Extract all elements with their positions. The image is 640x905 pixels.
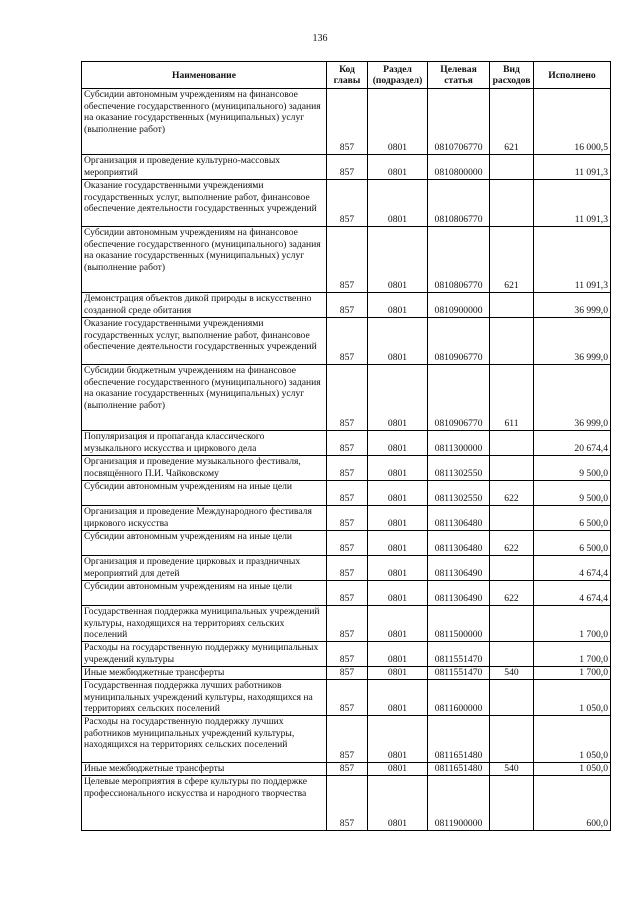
table-row <box>82 456 611 481</box>
row-chapter-code: 857 <box>327 506 368 531</box>
row-chapter-code: 857 <box>327 556 368 581</box>
row-name: Субсидии автономным учреждениям на иные цели <box>82 581 327 606</box>
row-section: 0801 <box>368 456 428 481</box>
page-number: 136 <box>312 33 328 44</box>
row-section: 0801 <box>368 642 428 667</box>
header-name: Наименование <box>82 62 327 89</box>
row-section: 0801 <box>368 293 428 318</box>
header-chapter-code: Код главы <box>327 62 368 89</box>
row-executed: 1 050,0 <box>534 716 611 763</box>
table-row <box>82 89 611 155</box>
row-chapter-code: 857 <box>327 716 368 763</box>
row-chapter-code: 857 <box>327 680 368 716</box>
row-target-article: 0811306480 <box>428 531 490 556</box>
row-chapter-code: 857 <box>327 581 368 606</box>
row-chapter-code: 857 <box>327 155 368 180</box>
table-row <box>82 716 611 763</box>
row-name: Организация и проведение цирковых и праздничных мероприятий для детей <box>82 556 327 581</box>
row-target-article: 0810906770 <box>428 318 490 365</box>
row-section: 0801 <box>368 365 428 431</box>
row-target-article: 0810800000 <box>428 155 490 180</box>
table-row <box>82 180 611 227</box>
row-chapter-code: 857 <box>327 776 368 831</box>
header-target-article: Целевая статья <box>428 62 490 89</box>
row-section: 0801 <box>368 680 428 716</box>
row-target-article: 0810806770 <box>428 180 490 227</box>
row-executed: 36 999,0 <box>534 365 611 431</box>
table-row <box>82 606 611 642</box>
row-section: 0801 <box>368 606 428 642</box>
row-executed: 6 500,0 <box>534 506 611 531</box>
row-target-article: 0810900000 <box>428 293 490 318</box>
row-name: Организация и проведение музыкального фестиваля, посвящённого П.И. Чайковскому <box>82 456 327 481</box>
row-name: Иные межбюджетные трансферты <box>82 763 327 776</box>
row-target-article: 0811306490 <box>428 581 490 606</box>
row-section: 0801 <box>368 581 428 606</box>
table-row <box>82 581 611 606</box>
row-expense-type <box>490 318 534 365</box>
table-row <box>82 680 611 716</box>
table-row <box>82 227 611 293</box>
row-target-article: 0811651480 <box>428 763 490 776</box>
row-name: Государственная поддержка лучших работников муниципальных учреждений культуры, находящихся на территориях сельских поселений <box>82 680 327 716</box>
row-name: Субсидии автономным учреждениям на финансовое обеспечение государственного (муниципального) задания на оказание государственных (муниципальных) услуг (выполнение работ) <box>82 89 327 155</box>
table-row <box>82 293 611 318</box>
row-expense-type <box>490 155 534 180</box>
table-row <box>82 318 611 365</box>
row-name: Организация и проведение культурно-массовых мероприятий <box>82 155 327 180</box>
row-section: 0801 <box>368 556 428 581</box>
table-body <box>82 89 611 831</box>
row-chapter-code: 857 <box>327 481 368 506</box>
row-section: 0801 <box>368 318 428 365</box>
row-expense-type: 622 <box>490 531 534 556</box>
row-chapter-code: 857 <box>327 180 368 227</box>
row-expense-type: 540 <box>490 667 534 680</box>
row-name: Популяризация и пропаганда классического музыкального искусства и циркового дела <box>82 431 327 456</box>
row-expense-type: 540 <box>490 763 534 776</box>
row-section: 0801 <box>368 227 428 293</box>
row-chapter-code: 857 <box>327 318 368 365</box>
row-executed: 1 700,0 <box>534 667 611 680</box>
row-section: 0801 <box>368 776 428 831</box>
row-executed: 36 999,0 <box>534 293 611 318</box>
budget-table <box>81 61 611 831</box>
row-target-article: 0811302550 <box>428 456 490 481</box>
row-chapter-code: 857 <box>327 667 368 680</box>
row-name: Субсидии бюджетным учреждениям на финансовое обеспечение государственного (муниципального) задания на оказание государственных (муниципальных) услуг (выполнение работ) <box>82 365 327 431</box>
row-expense-type <box>490 642 534 667</box>
row-executed: 6 500,0 <box>534 531 611 556</box>
row-expense-type: 621 <box>490 89 534 155</box>
row-chapter-code: 857 <box>327 763 368 776</box>
table-row <box>82 506 611 531</box>
row-name: Расходы на государственную поддержку муниципальных учреждений культуры <box>82 642 327 667</box>
row-section: 0801 <box>368 431 428 456</box>
row-target-article: 0811302550 <box>428 481 490 506</box>
row-section: 0801 <box>368 89 428 155</box>
row-target-article: 0811500000 <box>428 606 490 642</box>
row-expense-type: 621 <box>490 227 534 293</box>
row-section: 0801 <box>368 180 428 227</box>
row-expense-type <box>490 556 534 581</box>
row-executed: 36 999,0 <box>534 318 611 365</box>
row-chapter-code: 857 <box>327 365 368 431</box>
row-name: Организация и проведение Международного фестиваля циркового искусства <box>82 506 327 531</box>
row-section: 0801 <box>368 531 428 556</box>
row-chapter-code: 857 <box>327 293 368 318</box>
row-expense-type: 611 <box>490 365 534 431</box>
row-expense-type <box>490 456 534 481</box>
row-target-article: 0811900000 <box>428 776 490 831</box>
row-executed: 4 674,4 <box>534 556 611 581</box>
table-row <box>82 763 611 776</box>
row-target-article: 0810906770 <box>428 365 490 431</box>
row-section: 0801 <box>368 763 428 776</box>
row-executed: 11 091,3 <box>534 155 611 180</box>
row-chapter-code: 857 <box>327 642 368 667</box>
row-section: 0801 <box>368 716 428 763</box>
row-name: Государственная поддержка муниципальных учреждений культуры, находящихся на территориях сельских поселений <box>82 606 327 642</box>
row-name: Иные межбюджетные трансферты <box>82 667 327 680</box>
row-executed: 4 674,4 <box>534 581 611 606</box>
table-row <box>82 776 611 831</box>
row-name: Оказание государственными учреждениями государственных услуг, выполнение работ, финансовое обеспечение деятельности государственных учреждений <box>82 180 327 227</box>
row-section: 0801 <box>368 667 428 680</box>
row-target-article: 0811300000 <box>428 431 490 456</box>
row-expense-type: 622 <box>490 481 534 506</box>
row-executed: 600,0 <box>534 776 611 831</box>
row-chapter-code: 857 <box>327 456 368 481</box>
row-chapter-code: 857 <box>327 89 368 155</box>
header-executed: Исполнено <box>534 62 611 89</box>
row-executed: 11 091,3 <box>534 180 611 227</box>
table-row <box>82 556 611 581</box>
row-chapter-code: 857 <box>327 227 368 293</box>
row-name: Субсидии автономным учреждениям на финансовое обеспечение государственного (муниципального) задания на оказание государственных (муниципальных) услуг (выполнение работ) <box>82 227 327 293</box>
row-name: Демонстрация объектов дикой природы в искусственно созданной среде обитания <box>82 293 327 318</box>
row-executed: 1 700,0 <box>534 606 611 642</box>
table-header-row <box>82 62 611 89</box>
row-expense-type <box>490 776 534 831</box>
row-executed: 16 000,5 <box>534 89 611 155</box>
row-executed: 20 674,4 <box>534 431 611 456</box>
row-section: 0801 <box>368 506 428 531</box>
row-expense-type <box>490 506 534 531</box>
table-row <box>82 667 611 680</box>
row-expense-type <box>490 680 534 716</box>
row-chapter-code: 857 <box>327 531 368 556</box>
row-name: Субсидии автономным учреждениям на иные цели <box>82 481 327 506</box>
row-chapter-code: 857 <box>327 431 368 456</box>
header-expense-type: Вид расходов <box>490 62 534 89</box>
row-executed: 1 050,0 <box>534 763 611 776</box>
row-executed: 1 050,0 <box>534 680 611 716</box>
table-row <box>82 155 611 180</box>
row-target-article: 0811600000 <box>428 680 490 716</box>
table-row <box>82 431 611 456</box>
row-target-article: 0810806770 <box>428 227 490 293</box>
table-row <box>82 642 611 667</box>
row-target-article: 0811551470 <box>428 642 490 667</box>
row-target-article: 0811551470 <box>428 667 490 680</box>
row-name: Расходы на государственную поддержку лучших работников муниципальных учреждений культуры, находящихся на территориях сельских поселений <box>82 716 327 763</box>
row-expense-type <box>490 606 534 642</box>
header-section: Раздел (подраздел) <box>368 62 428 89</box>
row-name: Субсидии автономным учреждениям на иные цели <box>82 531 327 556</box>
table-row <box>82 365 611 431</box>
row-name: Оказание государственными учреждениями государственных услуг, выполнение работ, финансовое обеспечение деятельности государственных учреждений <box>82 318 327 365</box>
row-executed: 9 500,0 <box>534 481 611 506</box>
row-executed: 11 091,3 <box>534 227 611 293</box>
row-section: 0801 <box>368 481 428 506</box>
row-executed: 1 700,0 <box>534 642 611 667</box>
row-expense-type: 622 <box>490 581 534 606</box>
row-expense-type <box>490 180 534 227</box>
row-name: Целевые мероприятия в сфере культуры по поддержке профессионального искусства и народного творчества <box>82 776 327 831</box>
row-section: 0801 <box>368 155 428 180</box>
table-row <box>82 481 611 506</box>
row-expense-type <box>490 293 534 318</box>
row-chapter-code: 857 <box>327 606 368 642</box>
row-executed: 9 500,0 <box>534 456 611 481</box>
row-target-article: 0810706770 <box>428 89 490 155</box>
row-expense-type <box>490 431 534 456</box>
row-target-article: 0811306480 <box>428 506 490 531</box>
row-target-article: 0811306490 <box>428 556 490 581</box>
table-row <box>82 531 611 556</box>
row-target-article: 0811651480 <box>428 716 490 763</box>
row-expense-type <box>490 716 534 763</box>
